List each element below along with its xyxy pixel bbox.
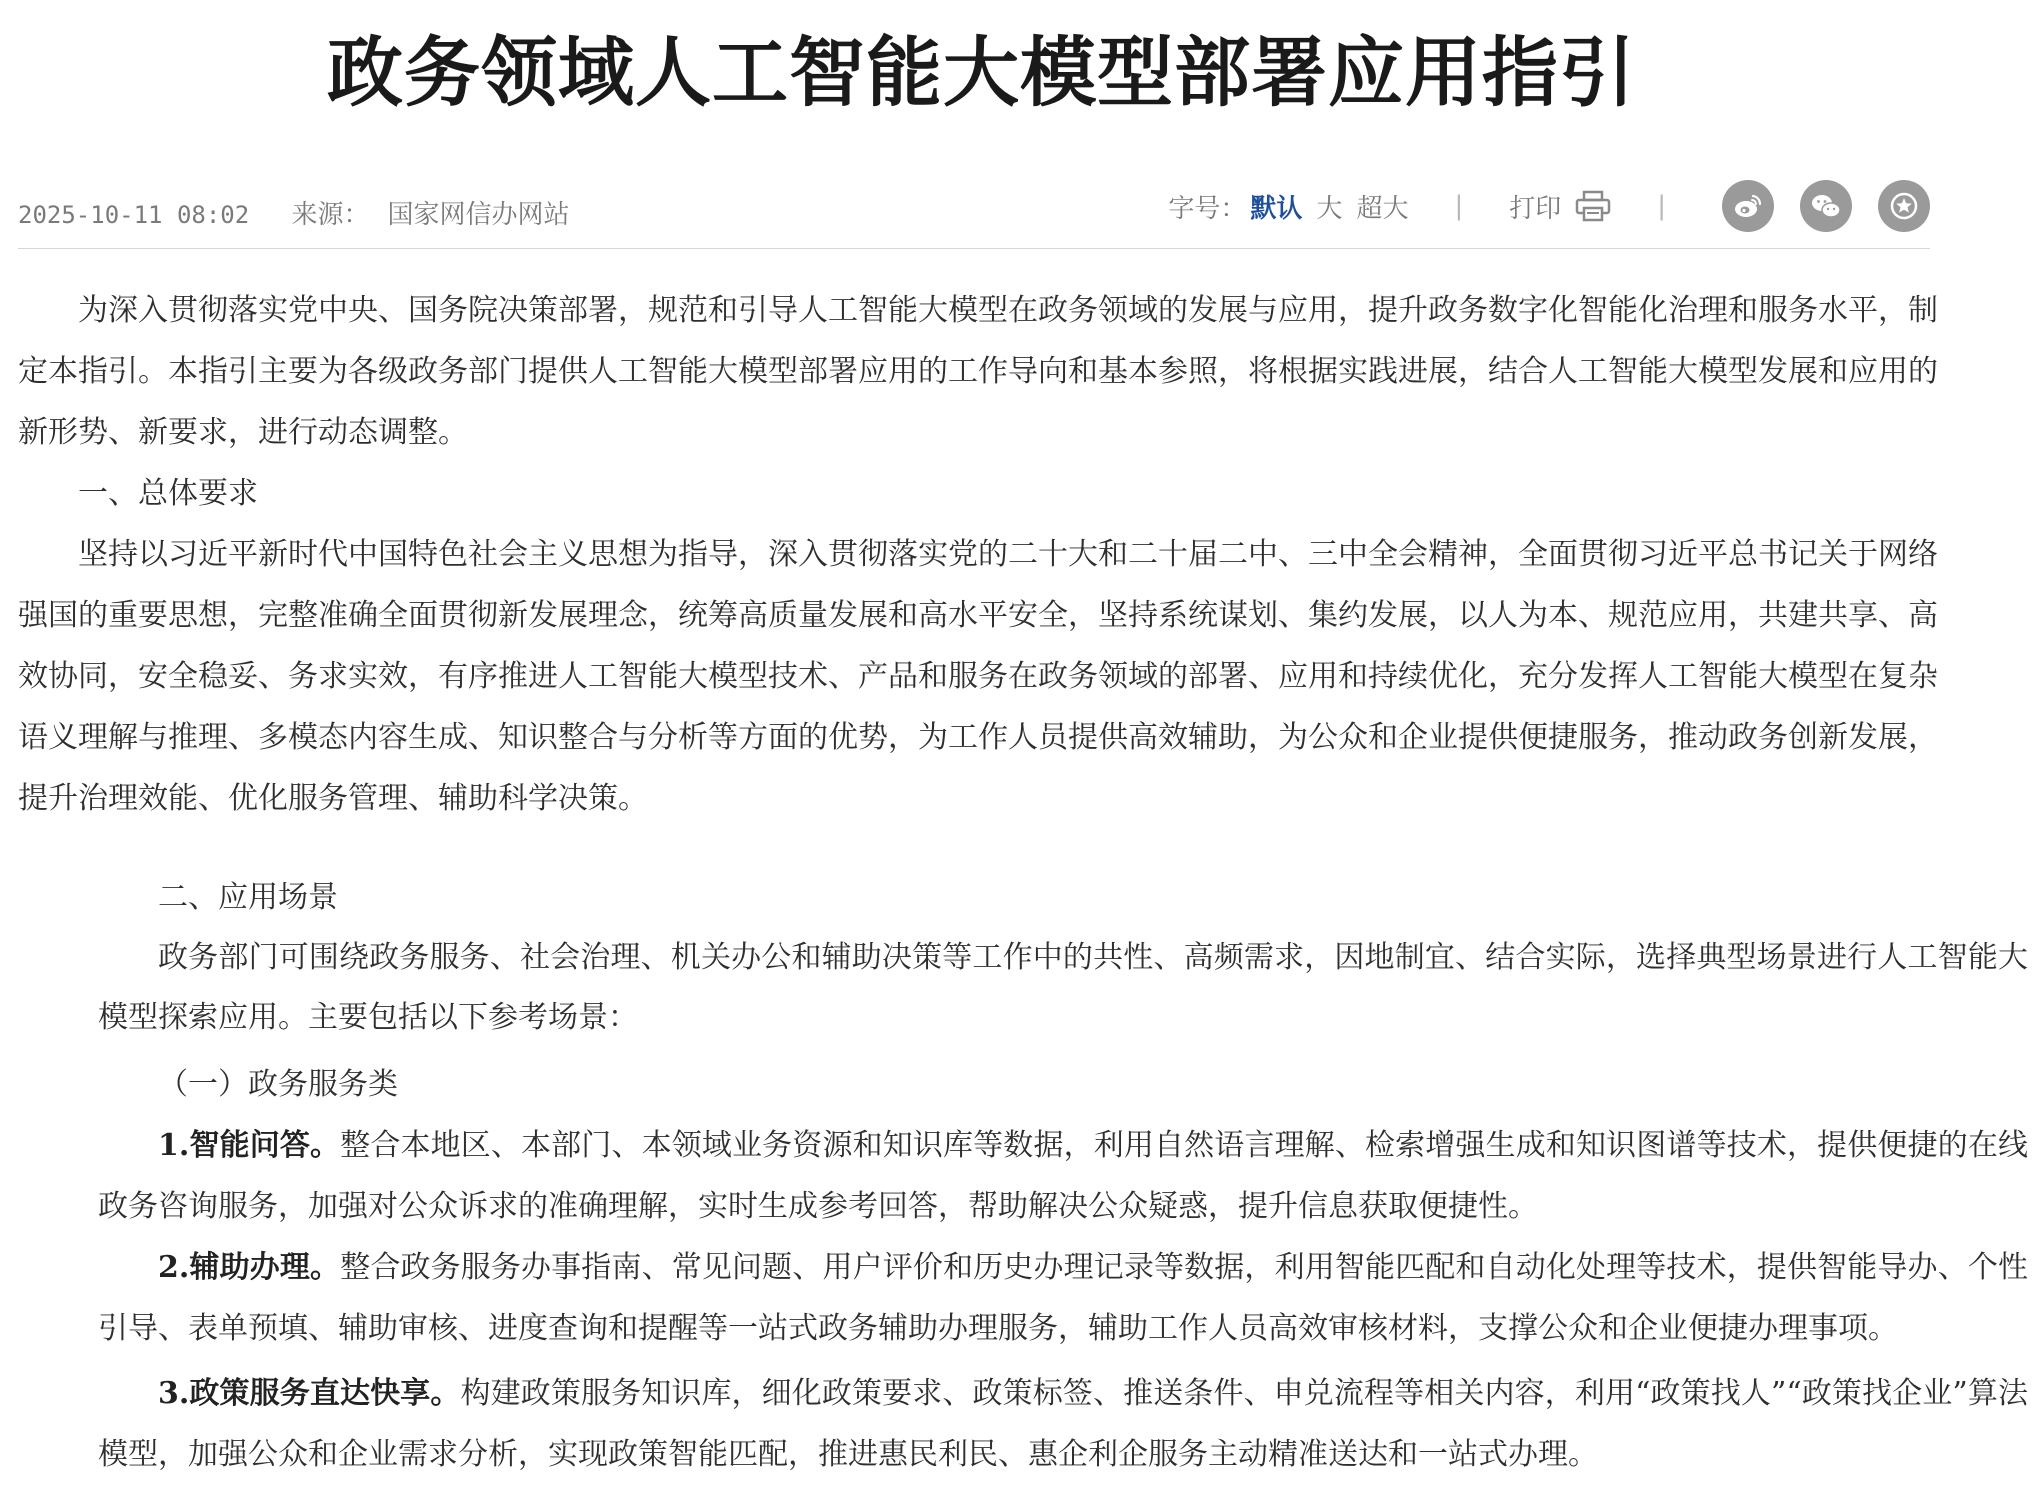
section1-paragraph: 坚持以习近平新时代中国特色社会主义思想为指导，深入贯彻落实党的二十大和二十届二中、三中全会精神，全面贯彻习近平总书记关于网络强国的重要思想，完整准确全面贯彻新发展理念，统筹高质量发展和高水平安全，坚持系统谋划、集约发展，以人为本、规范应用，共建共享、高效协同，安全稳妥、务求实效，有序推进人工智能大模型技术、产品和服务在政务领域的部署、应用和持续优化，充分发挥人工智能大模型在复杂语义理解与推理、多模态内容生成、知识整合与分析等方面的优势，为工作人员提供高效辅助，为公众和企业提供便捷服务，推动政务创新发展，提升治理效能、优化服务管理、辅助科学决策。 bbox=[18, 537, 1938, 816]
share-buttons bbox=[1722, 180, 1930, 232]
font-size-large[interactable]: 大 bbox=[1316, 193, 1343, 224]
source-name: 国家网信办网站 bbox=[387, 200, 570, 230]
publish-date: 2025-10-11 08:02 bbox=[18, 201, 250, 229]
article-body bbox=[18, 280, 2028, 1485]
item-1 bbox=[98, 1115, 2028, 1237]
section2-heading: 二、应用场景 bbox=[158, 880, 338, 915]
source-label: 来源： bbox=[291, 200, 370, 230]
weibo-icon bbox=[1731, 189, 1765, 223]
share-weibo-button[interactable] bbox=[1722, 180, 1774, 232]
item-2 bbox=[98, 1237, 2028, 1359]
toolbar-divider-2: | bbox=[1657, 191, 1666, 221]
print-button[interactable] bbox=[1509, 188, 1611, 225]
wechat-icon bbox=[1809, 189, 1843, 223]
source-info bbox=[291, 200, 569, 230]
item-3 bbox=[98, 1363, 2028, 1485]
intro-paragraph: 为深入贯彻落实党中央、国务院决策部署，规范和引导人工智能大模型在政务领域的发展与应用，提升政务数字化智能化治理和服务水平，制定本指引。本指引主要为各级政务部门提供人工智能大模型部署应用的工作导向和基本参照，将根据实践进展，结合人工智能大模型发展和应用的新形势、新要求，进行动态调整。 bbox=[18, 293, 1938, 450]
font-size-selector bbox=[1168, 188, 1408, 225]
item-1-text: 整合本地区、本部门、本领域业务资源和知识库等数据，利用自然语言理解、检索增强生成和知识图谱等技术，提供便捷的在线政务咨询服务，加强对公众诉求的准确理解，实时生成参考回答，帮助解决公众疑惑，提升信息获取便捷性。 bbox=[98, 1128, 2028, 1224]
favorite-icon bbox=[1887, 189, 1921, 223]
article-meta-bar bbox=[18, 188, 1930, 249]
share-wechat-button[interactable] bbox=[1800, 180, 1852, 232]
article-toolbar bbox=[1168, 180, 1930, 232]
section2-paragraph: 政务部门可围绕政务服务、社会治理、机关办公和辅助决策等工作中的共性、高频需求，因地制宜、结合实际，选择典型场景进行人工智能大模型探索应用。主要包括以下参考场景： bbox=[98, 940, 2028, 1035]
font-size-label: 字号： bbox=[1168, 193, 1247, 224]
item-3-text: 构建政策服务知识库，细化政策要求、政策标签、推送条件、申兑流程等相关内容，利用“政策找人”“政策找企业”算法模型，加强公众和企业需求分析，实现政策智能匹配，推进惠民利民、惠企利企服务主动精准送达和一站式办理。 bbox=[98, 1376, 2028, 1472]
item-2-text: 整合政务服务办事指南、常见问题、用户评价和历史办理记录等数据，利用智能匹配和自动化处理等技术，提供智能导办、个性引导、表单预填、辅助审核、进度查询和提醒等一站式政务辅助办理服务，辅助工作人员高效审核材料，支撑公众和企业便捷办理事项。 bbox=[98, 1250, 2028, 1346]
subsection1-heading: （一）政务服务类 bbox=[158, 1067, 398, 1102]
printer-icon bbox=[1575, 190, 1611, 222]
favorite-button[interactable] bbox=[1878, 180, 1930, 232]
article-info bbox=[18, 194, 603, 231]
print-label: 打印 bbox=[1509, 193, 1562, 224]
font-size-extra-large[interactable]: 超大 bbox=[1356, 193, 1409, 224]
article-title bbox=[0, 18, 2043, 128]
article-title-text: 政务领域人工智能大模型部署应用指引 bbox=[327, 28, 1636, 117]
section2 bbox=[98, 867, 2028, 1485]
font-size-default[interactable]: 默认 bbox=[1250, 193, 1303, 224]
section1-heading: 一、总体要求 bbox=[78, 476, 258, 511]
item-3-title: 3.政策服务直达快享。 bbox=[158, 1376, 461, 1411]
item-1-title: 1.智能问答。 bbox=[158, 1128, 341, 1163]
toolbar-divider: | bbox=[1454, 191, 1464, 221]
item-2-title: 2.辅助办理。 bbox=[158, 1250, 341, 1285]
